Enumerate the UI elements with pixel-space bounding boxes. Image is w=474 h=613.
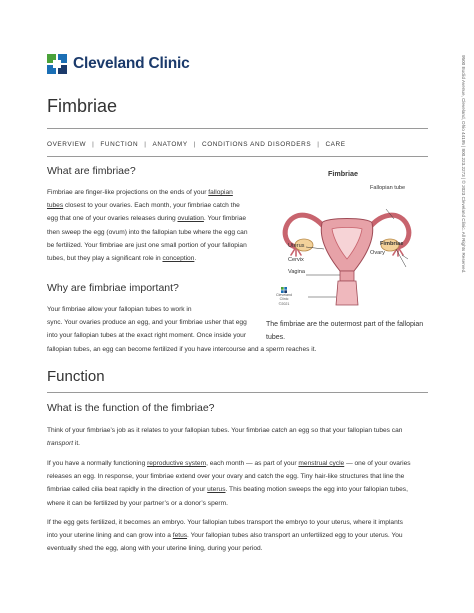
link-menstrual-cycle[interactable]: menstrual cycle [298, 460, 345, 467]
figure-brand-mark [274, 287, 294, 306]
what-are-line: be fertilized. Your fimbriae are just one small portion of your fallopian [47, 241, 247, 249]
function-p2-line: If you have a normally functioning reproductive system, each month — as part of your menstrual cycle — one of your ovaries [47, 460, 411, 467]
label-vagina: Vagina [288, 269, 306, 275]
figure-title: Fimbriae [328, 169, 358, 178]
nav-item-function[interactable]: FUNCTION [100, 141, 139, 148]
why-important-line: into your fallopian tubes at the exact right moment. Once inside your [47, 332, 247, 340]
label-cervix: Cervix [288, 257, 304, 263]
small-brand-line-3: ©2021 [278, 301, 290, 306]
what-are-line: tubes closest to your ovaries. Each month, your fimbriae catch the [47, 202, 240, 210]
link-ovulation[interactable]: ovulation [177, 215, 204, 223]
section-nav [47, 141, 346, 148]
function-p1-line: Think of your fimbriae’s job as it relates to your fallopian tubes. Your fimbriae catch an egg so that your fallopian tubes can [47, 427, 403, 434]
link-conception[interactable]: conception [162, 255, 195, 263]
paragraph-function-3 [47, 516, 428, 556]
nav-separator: | [144, 141, 147, 148]
link-tubes[interactable]: tubes [47, 202, 64, 210]
function-divider [47, 392, 428, 393]
what-are-line: then sweep the egg (ovum) into the fallopian tube where the egg can [47, 228, 248, 236]
nav-separator: | [317, 141, 320, 148]
label-uterus: Uterus [288, 243, 305, 249]
title-divider [47, 128, 428, 129]
nav-item-anatomy[interactable]: ANATOMY [152, 141, 188, 148]
link-reproductive-system[interactable]: reproductive system [147, 460, 207, 467]
paragraph-function-1 [47, 424, 428, 450]
nav-separator: | [193, 141, 196, 148]
link-uterus[interactable]: uterus [207, 486, 226, 494]
function-p3-line: If the egg gets fertilized, it becomes an embryo. Your fallopian tubes transport the embryo to your uterus, where it implants [47, 519, 403, 526]
why-important-line: Your fimbriae allow your fallopian tubes to work in [47, 306, 192, 313]
link-fetus[interactable]: fetus [172, 532, 188, 540]
cleveland-clinic-logo-icon [47, 54, 67, 74]
label-fimbriae: Fimbriae [380, 241, 404, 247]
small-brand-line-1: Cleveland [276, 293, 292, 297]
what-are-line: egg that one of your ovaries releases during ovulation. Your fimbriae [47, 215, 247, 223]
link-fallopian[interactable]: fallopian [208, 189, 233, 196]
function-p2-line: fimbriae called cilia beat rapidly in the direction of your uterus. This beating motion sweeps the egg into your fallopian tubes, [47, 486, 408, 494]
heading-function: Function [47, 368, 105, 385]
paragraph-what-are-fimbriae [47, 186, 262, 265]
what-are-line: Fimbriae are finger-like projections on the ends of your fallopian [47, 189, 233, 196]
paragraph-function-2 [47, 457, 428, 510]
side-footer-label: 9500 Euclid Avenue, Cleveland, Ohio 44195 | 800.223.2273 | © 2023 Cleveland Clinic. All Rights Reserved. [461, 55, 466, 274]
label-fallopian-tube: Fallopian tube [370, 185, 406, 191]
nav-separator: | [92, 141, 95, 148]
cleveland-clinic-logo[interactable] [47, 54, 190, 74]
heading-why-important: Why are fimbriae important? [47, 282, 179, 294]
heading-function-question: What is the function of the fimbriae? [47, 402, 215, 414]
function-p3-line: eventually shed the egg, along with your uterine lining, during your period. [47, 545, 263, 553]
brand-name: Cleveland Clinic [73, 55, 190, 72]
page-title: Fimbriae [47, 96, 118, 116]
nav-item-care[interactable]: CARE [325, 141, 346, 148]
heading-what-are-fimbriae: What are fimbriae? [47, 165, 136, 177]
nav-item-overview[interactable]: OVERVIEW [47, 141, 87, 148]
nav-item-conditions-and-disorders[interactable]: CONDITIONS AND DISORDERS [201, 141, 312, 148]
function-p3-line: into your uterine lining and can grow into a fetus. Your fallopian tubes also transport an unfertilized egg to your uterus. You [47, 532, 403, 540]
function-p2-line: where it can be fertilized by your partner’s or a donor’s sperm. [47, 499, 228, 507]
nav-divider [47, 156, 428, 157]
side-footer-text [458, 55, 466, 595]
figure-caption: The fimbriae are the outermost part of the fallopian tubes. [266, 321, 424, 341]
function-p2-line: releases an egg. In response, your fimbriae extend over your ovary and catch the egg. Tiny hair-like structures that line the [47, 473, 405, 481]
what-are-line: tubes, but they play a significant role in conception. [47, 255, 197, 263]
emphasis: transport [47, 440, 74, 448]
function-p1-line: transport it. [47, 440, 80, 448]
small-brand-line-2: Clinic [279, 297, 289, 302]
why-important-line: fallopian tubes, an egg can become fertilized if you have intercourse and a sperm reaches it. [47, 345, 317, 353]
emphasis: catch [271, 427, 288, 434]
label-ovary: Ovary [370, 250, 385, 256]
why-important-line: sync. Your ovaries produce an egg, and your fimbriae usher that egg [47, 319, 247, 327]
